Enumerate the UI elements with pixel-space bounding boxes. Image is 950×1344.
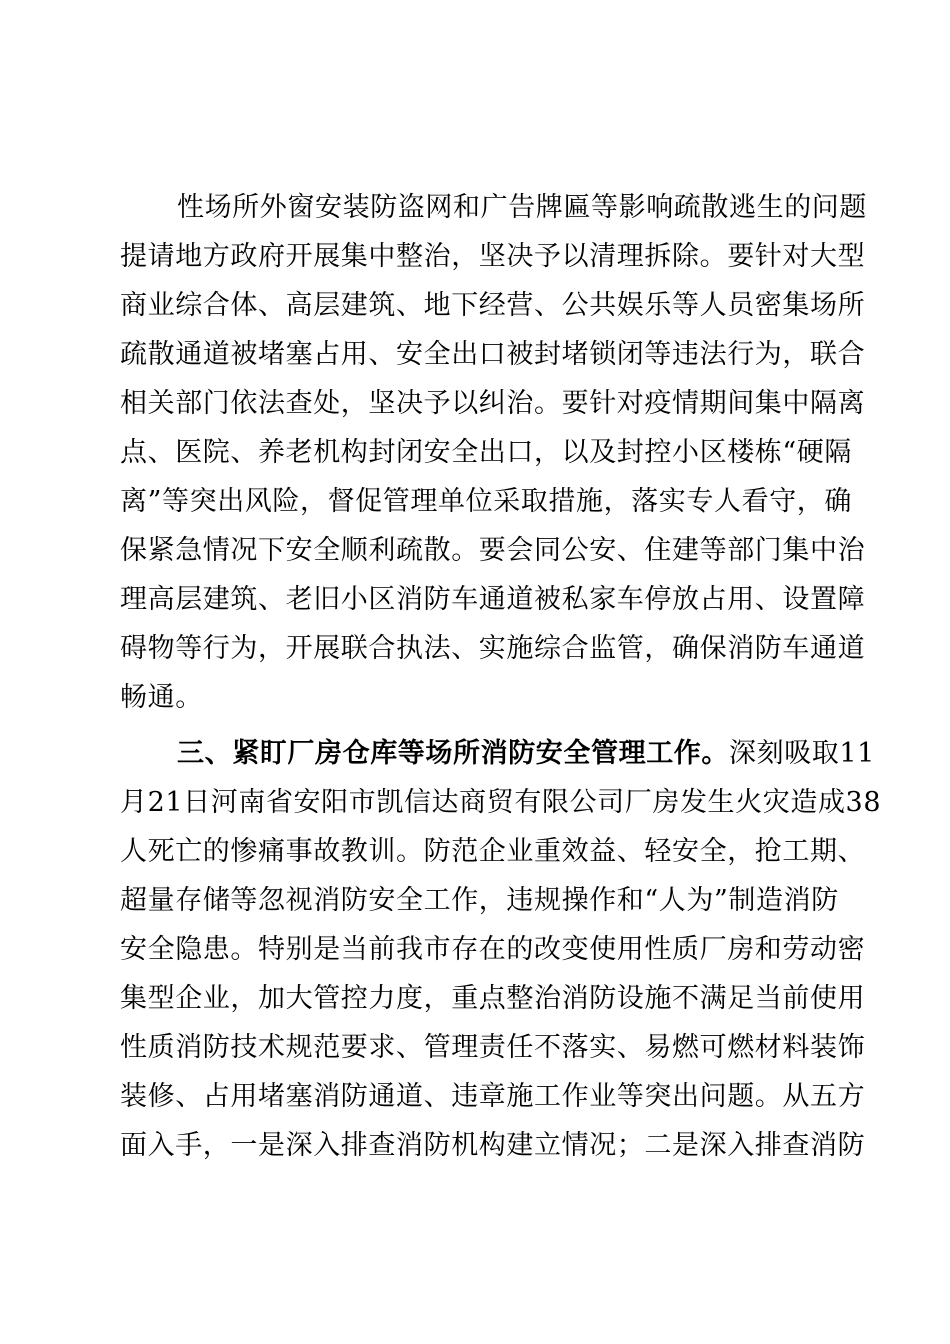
paragraph-line: 性场所外窗安装防盗网和广告牌匾等影响疏散逃生的问题: [177, 192, 867, 223]
paragraph-line: 超量存储等忽视消防安全工作，违规操作和“人为”制造消防: [120, 885, 839, 916]
paragraph-line: 相关部门依法查处，坚决予以纠治。要针对疫情期间集中隔离: [120, 388, 866, 419]
paragraph-line: 性质消防技术规范要求、管理责任不落实、易燃可燃材料装饰: [120, 1032, 866, 1063]
paragraph-line: 提请地方政府开展集中整治，坚决予以清理拆除。要针对大型: [120, 241, 866, 272]
paragraph-line: 装修、占用堵塞消防通道、违章施工作业等突出问题。从五方: [120, 1081, 866, 1112]
paragraph-line: 人死亡的惨痛事故教训。防范企业重效益、轻安全，抢工期、: [120, 836, 866, 867]
paragraph-line: 月21日河南省安阳市凯信达商贸有限公司厂房发生火灾造成38: [120, 787, 882, 818]
paragraph-line: 离”等突出风险，督促管理单位采取措施，落实专人看守，确: [120, 486, 853, 517]
paragraph-line: 畅通。: [120, 682, 203, 713]
paragraph-line: 点、医院、养老机构封闭安全出口，以及封控小区楼栋“硬隔: [120, 437, 853, 468]
section-heading: 三、紧盯厂房仓库等场所消防安全管理工作。: [177, 738, 729, 769]
paragraph-line-start: 深刻吸取11: [729, 738, 875, 769]
paragraph-line: 安全隐患。特别是当前我市存在的改变使用性质厂房和劳动密: [120, 934, 866, 965]
paragraph-line: 商业综合体、高层建筑、地下经营、公共娱乐等人员密集场所: [120, 290, 866, 321]
paragraph-line: 保紧急情况下安全顺利疏散。要会同公安、住建等部门集中治: [120, 535, 866, 566]
paragraph-line: 碍物等行为，开展联合执法、实施综合监管，确保消防车通道: [120, 633, 866, 664]
paragraph-first-line: [177, 734, 875, 774]
paragraph-line: 疏散通道被堵塞占用、安全出口被封堵锁闭等违法行为，联合: [120, 339, 866, 370]
paragraph-line: 集型企业，加大管控力度，重点整治消防设施不满足当前使用: [120, 983, 866, 1014]
paragraph-line: 面入手，一是深入排查消防机构建立情况；二是深入排查消防: [120, 1130, 866, 1161]
paragraph-line: 理高层建筑、老旧小区消防车通道被私家车停放占用、设置障: [120, 584, 866, 615]
